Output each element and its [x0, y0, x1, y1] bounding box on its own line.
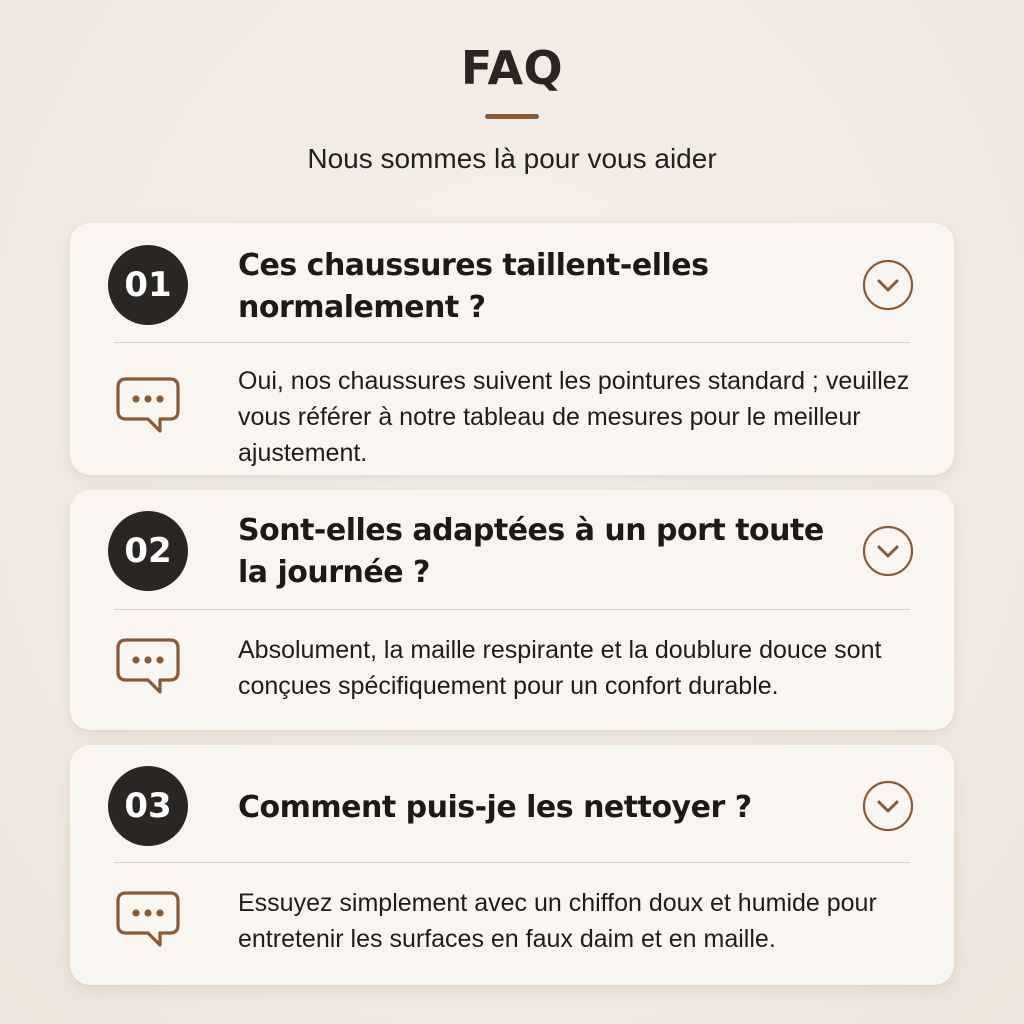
page-subtitle: Nous sommes là pour vous aider [307, 143, 717, 174]
faq-item[interactable] [70, 745, 954, 985]
faq-answer: Absolument, la maille respirante et la doublure douce sont conçues spécifiquement pour un confort durable. [238, 636, 882, 700]
chevron-down-icon[interactable] [862, 525, 914, 577]
chat-bubble-icon [114, 375, 182, 439]
faq-item[interactable] [70, 223, 954, 475]
chevron-down-icon[interactable] [862, 780, 914, 832]
page-title: FAQ [460, 41, 564, 95]
faq-answer: Essuyez simplement avec un chiffon doux et humide pour entretenir les surfaces en faux daim et en maille. [238, 889, 877, 953]
faq-item[interactable] [70, 490, 954, 730]
chat-bubble-icon [114, 636, 182, 700]
faq-answer: Oui, nos chaussures suivent les pointures standard ; veuillez vous référer à notre tableau de mesures pour le meilleur ajustement. [238, 367, 910, 467]
divider [114, 862, 910, 863]
question-number-badge: 03 [108, 766, 188, 846]
divider [114, 342, 910, 343]
faq-question[interactable]: Ces chaussures taillent-elles normalement ? [238, 248, 709, 325]
chat-bubble-icon [114, 889, 182, 953]
chevron-down-icon[interactable] [862, 259, 914, 311]
faq-question[interactable]: Comment puis-je les nettoyer ? [238, 790, 752, 825]
faq-question[interactable]: Sont-elles adaptées à un port toute la journée ? [238, 513, 824, 590]
divider [114, 609, 910, 610]
question-number-badge: 02 [108, 511, 188, 591]
question-number-badge: 01 [108, 245, 188, 325]
